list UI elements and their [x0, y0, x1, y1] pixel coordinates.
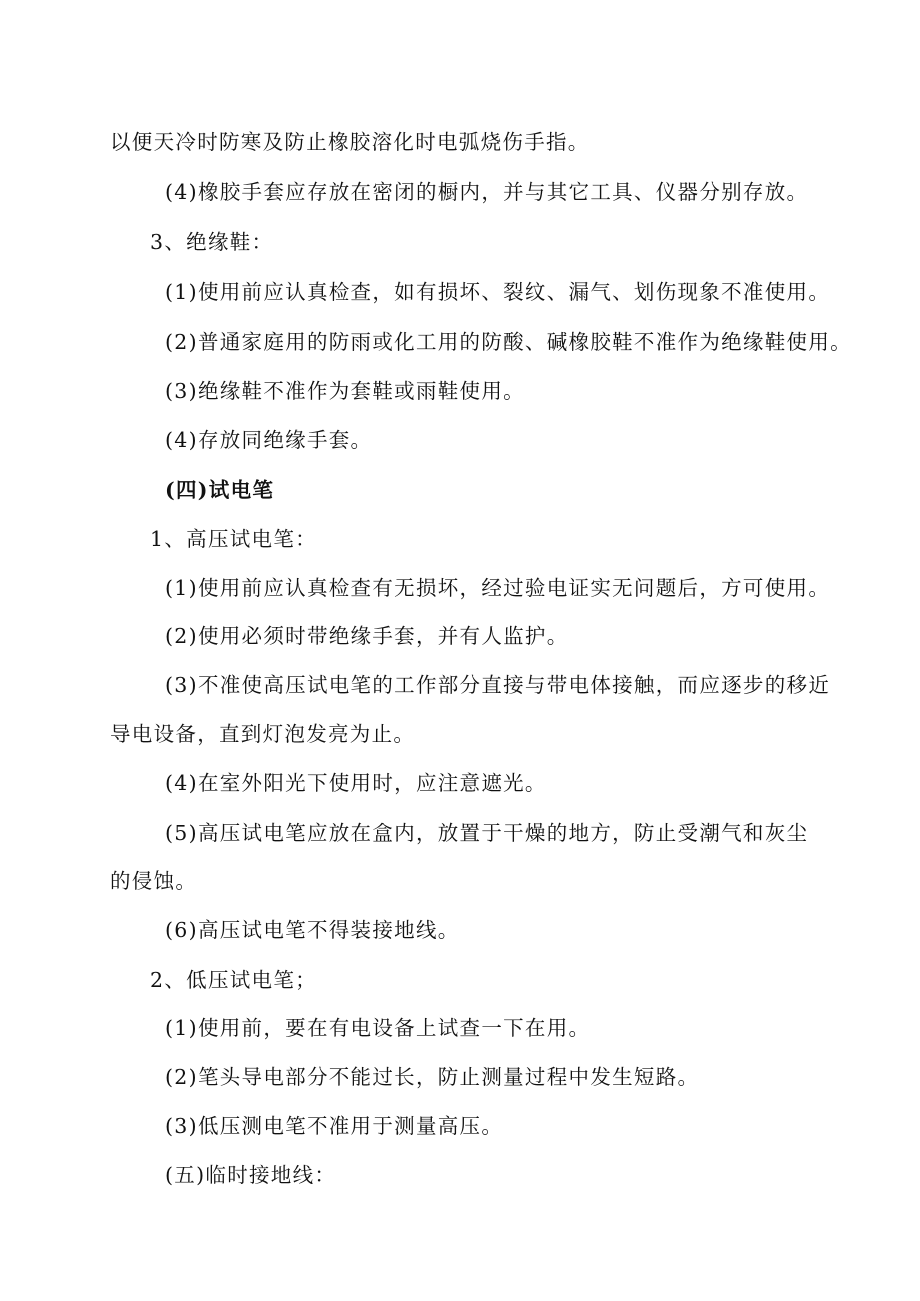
list-item: (3)低压测电笔不准用于测量高压。: [165, 1114, 504, 1138]
list-item: (4)在室外阳光下使用时，应注意遮光。: [165, 771, 547, 795]
subsection-heading: 3、绝缘鞋：: [150, 230, 274, 254]
list-item: (2)使用必须时带绝缘手套，并有人监护。: [165, 624, 569, 648]
list-item: (2)笔头导电部分不能过长，防止测量过程中发生短路。: [165, 1065, 700, 1089]
section-heading: (五)临时接地线：: [165, 1163, 337, 1187]
subsection-heading: 1、高压试电笔：: [150, 527, 317, 551]
list-item: (4)存放同绝缘手套。: [165, 428, 373, 452]
paragraph-continuation: 以便天冷时防寒及防止橡胶溶化时电弧烧伤手指。: [110, 130, 590, 154]
list-item: (3)不准使高压试电笔的工作部分直接与带电体接触，而应逐步的移近: [165, 673, 831, 697]
list-item: (5)高压试电笔应放在盒内，放置于干燥的地方，防止受潮气和灰尘: [165, 821, 809, 845]
list-item: (4)橡胶手套应存放在密闭的橱内，并与其它工具、仪器分别存放。: [165, 180, 809, 204]
subsection-heading: 2、低压试电笔；: [150, 968, 317, 992]
paragraph-continuation: 的侵蚀。: [110, 869, 198, 893]
list-item: (2)普通家庭用的防雨或化工用的防酸、碱橡胶鞋不准作为绝缘鞋使用。: [165, 330, 852, 354]
paragraph-continuation: 导电设备，直到灯泡发亮为止。: [110, 722, 416, 746]
list-item: (1)使用前，要在有电设备上试查一下在用。: [165, 1016, 591, 1040]
list-item: (1)使用前应认真检查，如有损坏、裂纹、漏气、划伤现象不准使用。: [165, 280, 831, 304]
section-heading: (四)试电笔: [165, 478, 275, 502]
list-item: (6)高压试电笔不得装接地线。: [165, 918, 460, 942]
list-item: (1)使用前应认真检查有无损坏，经过验电证实无问题后，方可使用。: [165, 576, 831, 600]
list-item: (3)绝缘鞋不准作为套鞋或雨鞋使用。: [165, 379, 525, 403]
